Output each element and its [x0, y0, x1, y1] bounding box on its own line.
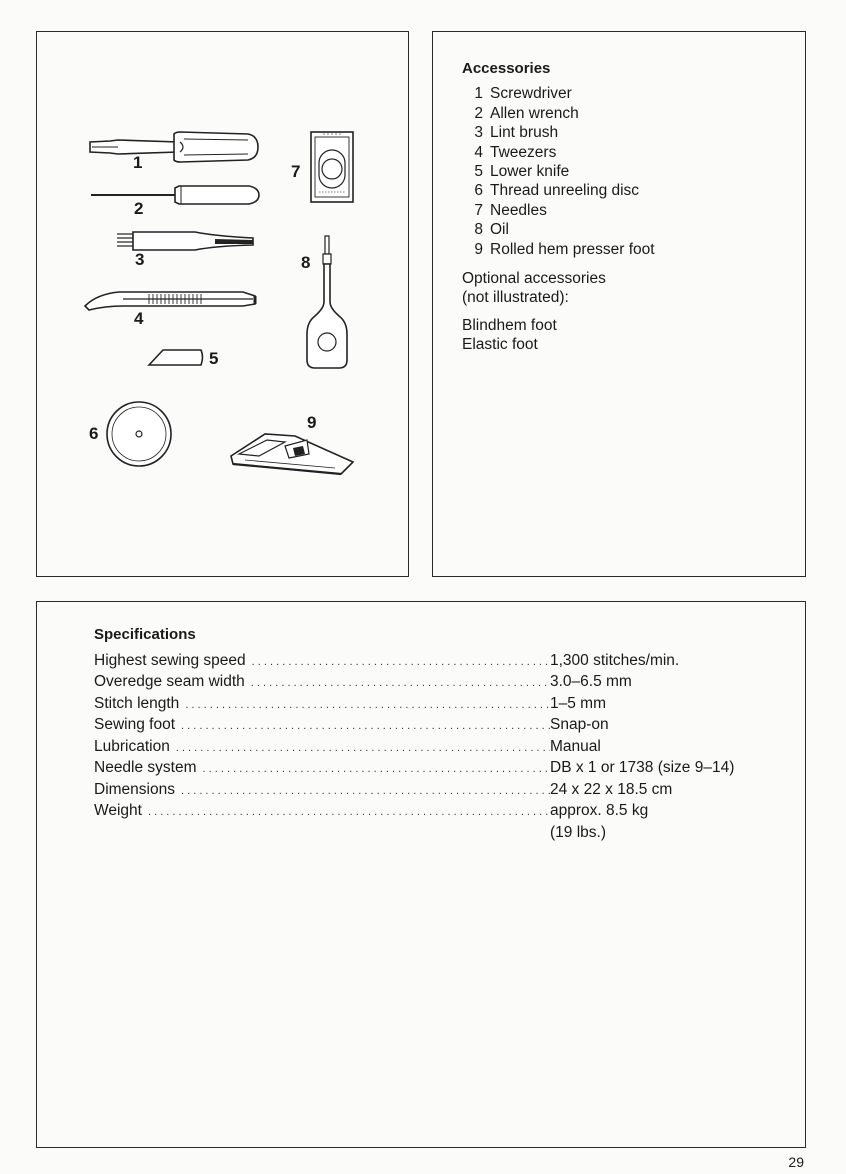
label-4: 4	[134, 309, 144, 328]
specifications-title: Specifications	[94, 626, 196, 643]
list-item: 4 Tweezers	[474, 143, 557, 161]
specifications-table	[94, 651, 784, 843]
lower-knife-icon	[147, 348, 205, 368]
list-item: 8 Oil	[474, 221, 509, 239]
oil-bottle-icon	[305, 234, 349, 370]
allen-wrench-icon	[89, 182, 261, 208]
tweezers-icon	[83, 286, 257, 316]
accessories-list	[462, 84, 655, 259]
label-9: 9	[307, 413, 317, 432]
lint-brush-icon	[115, 230, 255, 252]
thread-disc-icon	[105, 400, 173, 468]
screwdriver-icon	[88, 130, 260, 164]
accessories-panel	[432, 31, 806, 577]
list-item: 7 Needles	[474, 201, 547, 219]
needles-package-icon	[309, 130, 355, 204]
list-item: 3 Lint brush	[474, 124, 559, 142]
label-7: 7	[291, 162, 301, 181]
table-row: Needle system . . . DB x 1 or 1738 (size 9–14)	[94, 758, 784, 780]
label-1: 1	[133, 153, 143, 172]
table-row: Dimensions . . . 24 x 22 x 18.5 cm	[94, 780, 784, 802]
optional-item: Blindhem foot	[462, 316, 557, 334]
accessories-illustration-panel	[36, 31, 409, 577]
table-row: Lubrication . . . Manual	[94, 737, 784, 759]
table-row: Overedge seam width . . . 3.0–6.5 mm	[94, 672, 784, 694]
optional-heading: Optional accessories	[462, 270, 606, 288]
optional-subheading: (not illustrated):	[462, 289, 569, 307]
specifications-panel	[36, 601, 806, 1148]
list-item: 5 Lower knife	[474, 163, 570, 181]
table-row: Weight . . . approx. 8.5 kg	[94, 801, 784, 823]
page-number: 29	[788, 1154, 804, 1170]
list-item: 9 Rolled hem presser foot	[474, 240, 655, 258]
table-row: Sewing foot . . . Snap-on	[94, 715, 784, 737]
table-row: Stitch length . . . 1–5 mm	[94, 694, 784, 716]
label-3: 3	[135, 250, 145, 269]
list-item: 1 Screwdriver	[474, 85, 572, 103]
optional-item: Elastic foot	[462, 336, 538, 354]
list-item: 6 Thread unreeling disc	[474, 182, 640, 200]
label-6: 6	[89, 424, 99, 443]
label-8: 8	[301, 253, 311, 272]
label-2: 2	[134, 199, 144, 218]
table-row-continuation: (19 lbs.)	[550, 823, 606, 841]
table-row: Highest sewing speed . . . 1,300 stitches/min.	[94, 651, 784, 673]
accessories-title: Accessories	[462, 60, 551, 77]
label-5: 5	[209, 349, 219, 368]
rolled-hem-foot-icon	[225, 424, 355, 478]
list-item: 2 Allen wrench	[474, 104, 579, 122]
